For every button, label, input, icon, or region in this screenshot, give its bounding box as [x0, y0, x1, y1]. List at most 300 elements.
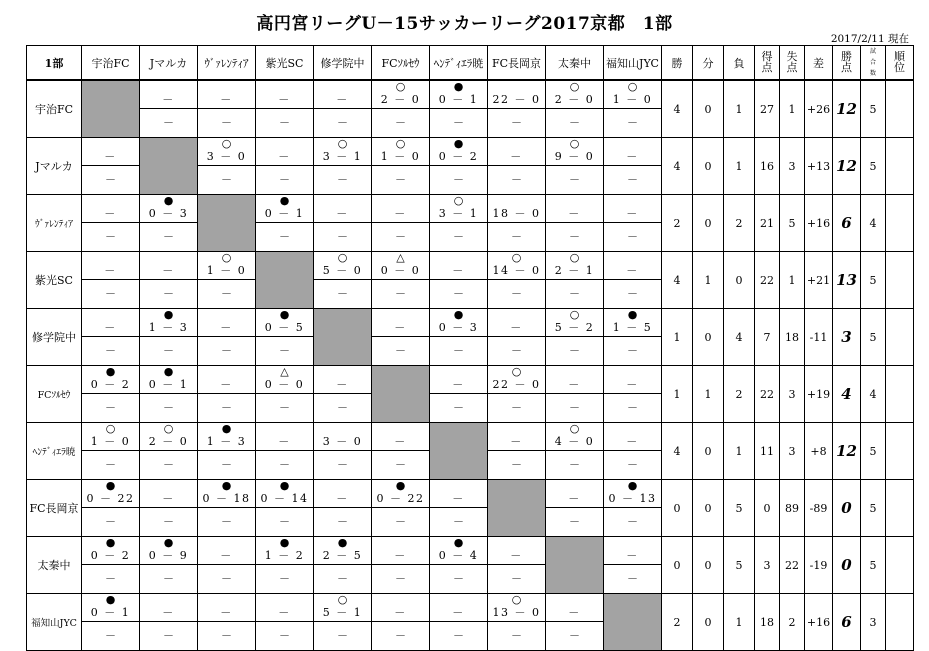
- second-leg-score: －: [511, 458, 522, 471]
- first-leg-score: 0 － 4: [438, 549, 479, 562]
- second-leg-score: －: [453, 629, 464, 642]
- match-cell: [488, 195, 546, 252]
- header-goals-against-text: 失点: [786, 50, 798, 74]
- row-team-name: 福知山JYC: [27, 594, 82, 651]
- result-mark: ●: [163, 194, 174, 207]
- first-leg-score: 2 － 0: [148, 435, 189, 448]
- match-cell: [140, 309, 198, 366]
- match-cell: [604, 252, 662, 309]
- stat-wins: 0: [662, 537, 693, 594]
- first-leg-score: －: [220, 378, 233, 391]
- second-leg-score: －: [627, 458, 638, 471]
- stat-draws: 0: [693, 480, 724, 537]
- result-mark: ●: [105, 536, 116, 549]
- second-leg-score: －: [163, 230, 174, 243]
- result-mark: ●: [221, 422, 232, 435]
- row-team-name: ｳﾞｧﾚﾝﾃｨｱ: [27, 195, 82, 252]
- second-leg-score: －: [105, 173, 116, 186]
- second-leg-score: －: [395, 572, 406, 585]
- first-leg-score: －: [220, 549, 233, 562]
- first-leg-score: －: [220, 321, 233, 334]
- result-mark: △: [396, 251, 405, 264]
- match-cell: [430, 309, 488, 366]
- self-match-cell: [546, 537, 604, 594]
- first-leg-score: －: [394, 435, 407, 448]
- as-of-date: 2017/2/11 現在: [830, 33, 909, 45]
- second-leg-score: －: [569, 230, 580, 243]
- stat-played: 4: [861, 195, 886, 252]
- first-leg-score: －: [278, 606, 291, 619]
- second-leg-score: －: [163, 344, 174, 357]
- stat-played: 4: [861, 366, 886, 423]
- stat-losses: 4: [724, 309, 755, 366]
- stat-played: 5: [861, 309, 886, 366]
- second-leg-score: －: [221, 458, 232, 471]
- header-win: 勝: [662, 46, 693, 81]
- match-cell: [82, 480, 140, 537]
- second-leg-score: －: [627, 116, 638, 129]
- match-cell: [604, 366, 662, 423]
- second-leg-score: －: [511, 173, 522, 186]
- self-match-cell: [488, 480, 546, 537]
- first-leg-score: 0 － 5: [264, 321, 305, 334]
- match-cell: [314, 594, 372, 651]
- match-cell: [82, 366, 140, 423]
- match-cell: [488, 423, 546, 480]
- result-mark: ●: [453, 137, 464, 150]
- result-mark: ●: [221, 479, 232, 492]
- match-cell: [256, 594, 314, 651]
- second-leg-score: －: [453, 230, 464, 243]
- second-leg-score: －: [511, 287, 522, 300]
- match-cell: [314, 423, 372, 480]
- first-leg-score: －: [336, 93, 349, 106]
- first-leg-score: －: [220, 93, 233, 106]
- stat-wins: 4: [662, 423, 693, 480]
- first-leg-score: －: [278, 150, 291, 163]
- match-cell: [546, 252, 604, 309]
- second-leg-score: －: [337, 230, 348, 243]
- header-team: 宇治FC: [82, 46, 140, 81]
- first-leg-score: 0 － 2: [438, 150, 479, 163]
- first-leg-score: 0 － 22: [86, 492, 135, 505]
- match-cell: [140, 537, 198, 594]
- first-leg-score: 1 － 0: [612, 93, 653, 106]
- match-cell: [82, 423, 140, 480]
- self-match-cell: [82, 80, 140, 138]
- match-cell: [546, 480, 604, 537]
- stat-draws: 0: [693, 138, 724, 195]
- second-leg-score: －: [511, 401, 522, 414]
- match-cell: [604, 480, 662, 537]
- match-cell: [546, 309, 604, 366]
- stat-wins: 0: [662, 480, 693, 537]
- stat-goal-diff: +21: [805, 252, 833, 309]
- second-leg-score: －: [105, 230, 116, 243]
- second-leg-score: －: [453, 173, 464, 186]
- match-cell: [488, 252, 546, 309]
- match-cell: [488, 138, 546, 195]
- match-cell: [198, 138, 256, 195]
- match-cell: [256, 366, 314, 423]
- match-cell: [604, 537, 662, 594]
- second-leg-score: －: [569, 401, 580, 414]
- match-cell: [82, 138, 140, 195]
- stat-draws: 0: [693, 423, 724, 480]
- match-cell: [198, 423, 256, 480]
- result-mark: ●: [163, 308, 174, 321]
- table-row: [27, 80, 914, 138]
- match-cell: [314, 366, 372, 423]
- second-leg-score: －: [279, 173, 290, 186]
- first-leg-score: 2 － 0: [554, 93, 595, 106]
- match-cell: [256, 195, 314, 252]
- second-leg-score: －: [279, 116, 290, 129]
- stat-points: 6: [833, 594, 861, 651]
- result-mark: ○: [337, 593, 348, 606]
- result-mark: ○: [163, 422, 174, 435]
- stat-wins: 2: [662, 594, 693, 651]
- result-mark: ○: [569, 251, 580, 264]
- match-cell: [372, 195, 430, 252]
- stat-goals-for: 0: [755, 480, 780, 537]
- header-rank: [886, 46, 914, 81]
- first-leg-score: 0 － 1: [438, 93, 479, 106]
- second-leg-score: －: [453, 572, 464, 585]
- header-team: ｳﾞｧﾚﾝﾃｨｱ: [198, 46, 256, 81]
- stat-goals-for: 7: [755, 309, 780, 366]
- division-label: 1部: [27, 46, 82, 81]
- first-leg-score: 0 － 22: [376, 492, 425, 505]
- table-row: [27, 138, 914, 195]
- second-leg-score: －: [279, 458, 290, 471]
- result-mark: △: [280, 365, 289, 378]
- match-cell: [314, 252, 372, 309]
- first-leg-score: －: [104, 321, 117, 334]
- first-leg-score: －: [626, 264, 639, 277]
- stat-wins: 4: [662, 80, 693, 138]
- second-leg-score: －: [221, 173, 232, 186]
- second-leg-score: －: [279, 344, 290, 357]
- stat-goals-against: 22: [780, 537, 805, 594]
- match-cell: [372, 80, 430, 138]
- header-points: [833, 46, 861, 81]
- first-leg-score: 0 － 1: [90, 606, 131, 619]
- stat-points: 12: [833, 423, 861, 480]
- result-mark: ●: [105, 479, 116, 492]
- result-mark: ○: [395, 137, 406, 150]
- second-leg-score: －: [569, 458, 580, 471]
- match-cell: [314, 80, 372, 138]
- second-leg-score: －: [569, 173, 580, 186]
- stat-losses: 0: [724, 252, 755, 309]
- first-leg-score: 9 － 0: [554, 150, 595, 163]
- second-leg-score: －: [105, 572, 116, 585]
- second-leg-score: －: [337, 629, 348, 642]
- first-leg-score: －: [452, 378, 465, 391]
- second-leg-score: －: [221, 572, 232, 585]
- second-leg-score: －: [627, 230, 638, 243]
- first-leg-score: －: [162, 492, 175, 505]
- first-leg-score: 0 － 1: [148, 378, 189, 391]
- stat-rank: [886, 252, 914, 309]
- match-cell: [198, 80, 256, 138]
- self-match-cell: [256, 252, 314, 309]
- stat-wins: 1: [662, 309, 693, 366]
- match-cell: [198, 537, 256, 594]
- stat-goals-for: 27: [755, 80, 780, 138]
- stat-rank: [886, 537, 914, 594]
- second-leg-score: －: [453, 116, 464, 129]
- stat-draws: 0: [693, 537, 724, 594]
- match-cell: [430, 195, 488, 252]
- result-mark: ●: [163, 365, 174, 378]
- first-leg-score: 1 － 0: [380, 150, 421, 163]
- result-mark: ○: [511, 365, 522, 378]
- first-leg-score: －: [510, 321, 523, 334]
- header-goal-diff: 差: [805, 46, 833, 81]
- match-cell: [546, 80, 604, 138]
- header-team: 紫光SC: [256, 46, 314, 81]
- first-leg-score: 0 － 0: [264, 378, 305, 391]
- stat-goal-diff: +13: [805, 138, 833, 195]
- stat-goals-against: 3: [780, 423, 805, 480]
- league-table: [26, 45, 914, 651]
- first-leg-score: 1 － 3: [206, 435, 247, 448]
- match-cell: [82, 195, 140, 252]
- stat-wins: 1: [662, 366, 693, 423]
- result-mark: ○: [337, 251, 348, 264]
- stat-points: 3: [833, 309, 861, 366]
- second-leg-score: －: [627, 401, 638, 414]
- second-leg-score: －: [279, 629, 290, 642]
- match-cell: [140, 252, 198, 309]
- result-mark: ○: [627, 80, 638, 93]
- second-leg-score: －: [395, 116, 406, 129]
- second-leg-score: －: [337, 116, 348, 129]
- result-mark: ○: [395, 80, 406, 93]
- first-leg-score: －: [104, 264, 117, 277]
- match-cell: [198, 480, 256, 537]
- table-row: [27, 594, 914, 651]
- match-cell: [256, 138, 314, 195]
- second-leg-score: －: [627, 572, 638, 585]
- row-team-name: ﾍﾝﾃﾞｨｴﾗ暁: [27, 423, 82, 480]
- match-cell: [546, 138, 604, 195]
- match-cell: [82, 252, 140, 309]
- second-leg-score: －: [627, 173, 638, 186]
- match-cell: [82, 594, 140, 651]
- second-leg-score: －: [163, 287, 174, 300]
- stat-draws: 1: [693, 366, 724, 423]
- second-leg-score: －: [279, 230, 290, 243]
- match-cell: [372, 537, 430, 594]
- match-cell: [372, 138, 430, 195]
- first-leg-score: 2 － 1: [554, 264, 595, 277]
- match-cell: [604, 309, 662, 366]
- second-leg-score: －: [395, 287, 406, 300]
- header-team: 福知山JYC: [604, 46, 662, 81]
- first-leg-score: 2 － 5: [322, 549, 363, 562]
- first-leg-score: 1 － 5: [612, 321, 653, 334]
- table-row: [27, 252, 914, 309]
- header-team: Jマルカ: [140, 46, 198, 81]
- stat-rank: [886, 195, 914, 252]
- self-match-cell: [604, 594, 662, 651]
- self-match-cell: [372, 366, 430, 423]
- first-leg-score: 0 － 2: [90, 378, 131, 391]
- match-cell: [256, 537, 314, 594]
- first-leg-score: －: [220, 606, 233, 619]
- first-leg-score: 22 － 0: [492, 93, 541, 106]
- stat-points: 6: [833, 195, 861, 252]
- second-leg-score: －: [163, 515, 174, 528]
- stat-points: 0: [833, 480, 861, 537]
- stat-draws: 0: [693, 594, 724, 651]
- second-leg-score: －: [569, 344, 580, 357]
- second-leg-score: －: [627, 515, 638, 528]
- first-leg-score: －: [568, 606, 581, 619]
- first-leg-score: －: [104, 150, 117, 163]
- stat-losses: 5: [724, 480, 755, 537]
- match-cell: [140, 80, 198, 138]
- match-cell: [488, 366, 546, 423]
- match-cell: [140, 480, 198, 537]
- first-leg-score: －: [336, 207, 349, 220]
- second-leg-score: －: [337, 458, 348, 471]
- stat-goal-diff: +26: [805, 80, 833, 138]
- first-leg-score: 0 － 9: [148, 549, 189, 562]
- result-mark: ○: [453, 194, 464, 207]
- stat-goals-for: 21: [755, 195, 780, 252]
- second-leg-score: －: [163, 458, 174, 471]
- second-leg-score: －: [163, 572, 174, 585]
- second-leg-score: －: [221, 287, 232, 300]
- second-leg-score: －: [105, 287, 116, 300]
- stat-goal-diff: +16: [805, 195, 833, 252]
- result-mark: ●: [453, 536, 464, 549]
- first-leg-score: －: [510, 150, 523, 163]
- match-cell: [430, 537, 488, 594]
- first-leg-score: －: [626, 378, 639, 391]
- match-cell: [140, 594, 198, 651]
- first-leg-score: 14 － 0: [492, 264, 541, 277]
- header-draw: 分: [693, 46, 724, 81]
- row-team-name: 宇治FC: [27, 80, 82, 138]
- stat-points: 4: [833, 366, 861, 423]
- second-leg-score: －: [221, 515, 232, 528]
- header-row: [27, 46, 914, 81]
- match-cell: [546, 195, 604, 252]
- second-leg-score: －: [105, 344, 116, 357]
- first-leg-score: －: [626, 207, 639, 220]
- second-leg-score: －: [337, 173, 348, 186]
- second-leg-score: －: [395, 458, 406, 471]
- second-leg-score: －: [569, 116, 580, 129]
- match-cell: [198, 252, 256, 309]
- first-leg-score: 5 － 2: [554, 321, 595, 334]
- stat-losses: 2: [724, 195, 755, 252]
- first-leg-score: －: [626, 435, 639, 448]
- stat-played: 5: [861, 480, 886, 537]
- match-cell: [198, 594, 256, 651]
- result-mark: ○: [569, 308, 580, 321]
- match-cell: [140, 195, 198, 252]
- header-points-text: 勝点: [841, 50, 852, 74]
- first-leg-score: 1 － 0: [206, 264, 247, 277]
- first-leg-score: －: [626, 549, 639, 562]
- result-mark: ●: [105, 593, 116, 606]
- second-leg-score: －: [395, 173, 406, 186]
- match-cell: [372, 423, 430, 480]
- row-team-name: FCｿﾙｾｳ: [27, 366, 82, 423]
- first-leg-score: －: [336, 492, 349, 505]
- stat-losses: 1: [724, 138, 755, 195]
- stat-points: 13: [833, 252, 861, 309]
- row-team-name: 太秦中: [27, 537, 82, 594]
- match-cell: [430, 252, 488, 309]
- second-leg-score: －: [105, 629, 116, 642]
- result-mark: ●: [105, 365, 116, 378]
- stat-losses: 1: [724, 423, 755, 480]
- first-leg-score: －: [510, 435, 523, 448]
- stat-goal-diff: +19: [805, 366, 833, 423]
- stat-goals-for: 22: [755, 366, 780, 423]
- second-leg-score: －: [105, 401, 116, 414]
- stat-goal-diff: -19: [805, 537, 833, 594]
- second-leg-score: －: [569, 629, 580, 642]
- first-leg-score: 5 － 1: [322, 606, 363, 619]
- second-leg-score: －: [337, 515, 348, 528]
- second-leg-score: －: [221, 116, 232, 129]
- first-leg-score: 5 － 0: [322, 264, 363, 277]
- stat-draws: 0: [693, 195, 724, 252]
- table-row: [27, 309, 914, 366]
- first-leg-score: 3 － 1: [322, 150, 363, 163]
- second-leg-score: －: [511, 230, 522, 243]
- result-mark: ○: [511, 251, 522, 264]
- match-cell: [430, 138, 488, 195]
- second-leg-score: －: [105, 515, 116, 528]
- match-cell: [256, 480, 314, 537]
- match-cell: [488, 80, 546, 138]
- match-cell: [604, 138, 662, 195]
- stat-draws: 1: [693, 252, 724, 309]
- match-cell: [488, 309, 546, 366]
- page-title: 高円宮リーグU－15サッカーリーグ2017京都 1部: [256, 14, 673, 34]
- result-mark: ○: [511, 593, 522, 606]
- result-mark: ○: [221, 137, 232, 150]
- result-mark: ●: [279, 194, 290, 207]
- first-leg-score: －: [452, 264, 465, 277]
- stat-goal-diff: -11: [805, 309, 833, 366]
- second-leg-score: －: [395, 344, 406, 357]
- match-cell: [82, 309, 140, 366]
- second-leg-score: －: [105, 458, 116, 471]
- first-leg-score: 2 － 0: [380, 93, 421, 106]
- second-leg-score: －: [279, 401, 290, 414]
- second-leg-score: －: [163, 116, 174, 129]
- second-leg-score: －: [163, 401, 174, 414]
- first-leg-score: 3 － 0: [322, 435, 363, 448]
- table-row: [27, 195, 914, 252]
- stat-rank: [886, 309, 914, 366]
- second-leg-score: －: [395, 230, 406, 243]
- stat-goals-for: 3: [755, 537, 780, 594]
- match-cell: [488, 537, 546, 594]
- first-leg-score: 0 － 1: [264, 207, 305, 220]
- header-played-text: 試合数: [869, 48, 876, 77]
